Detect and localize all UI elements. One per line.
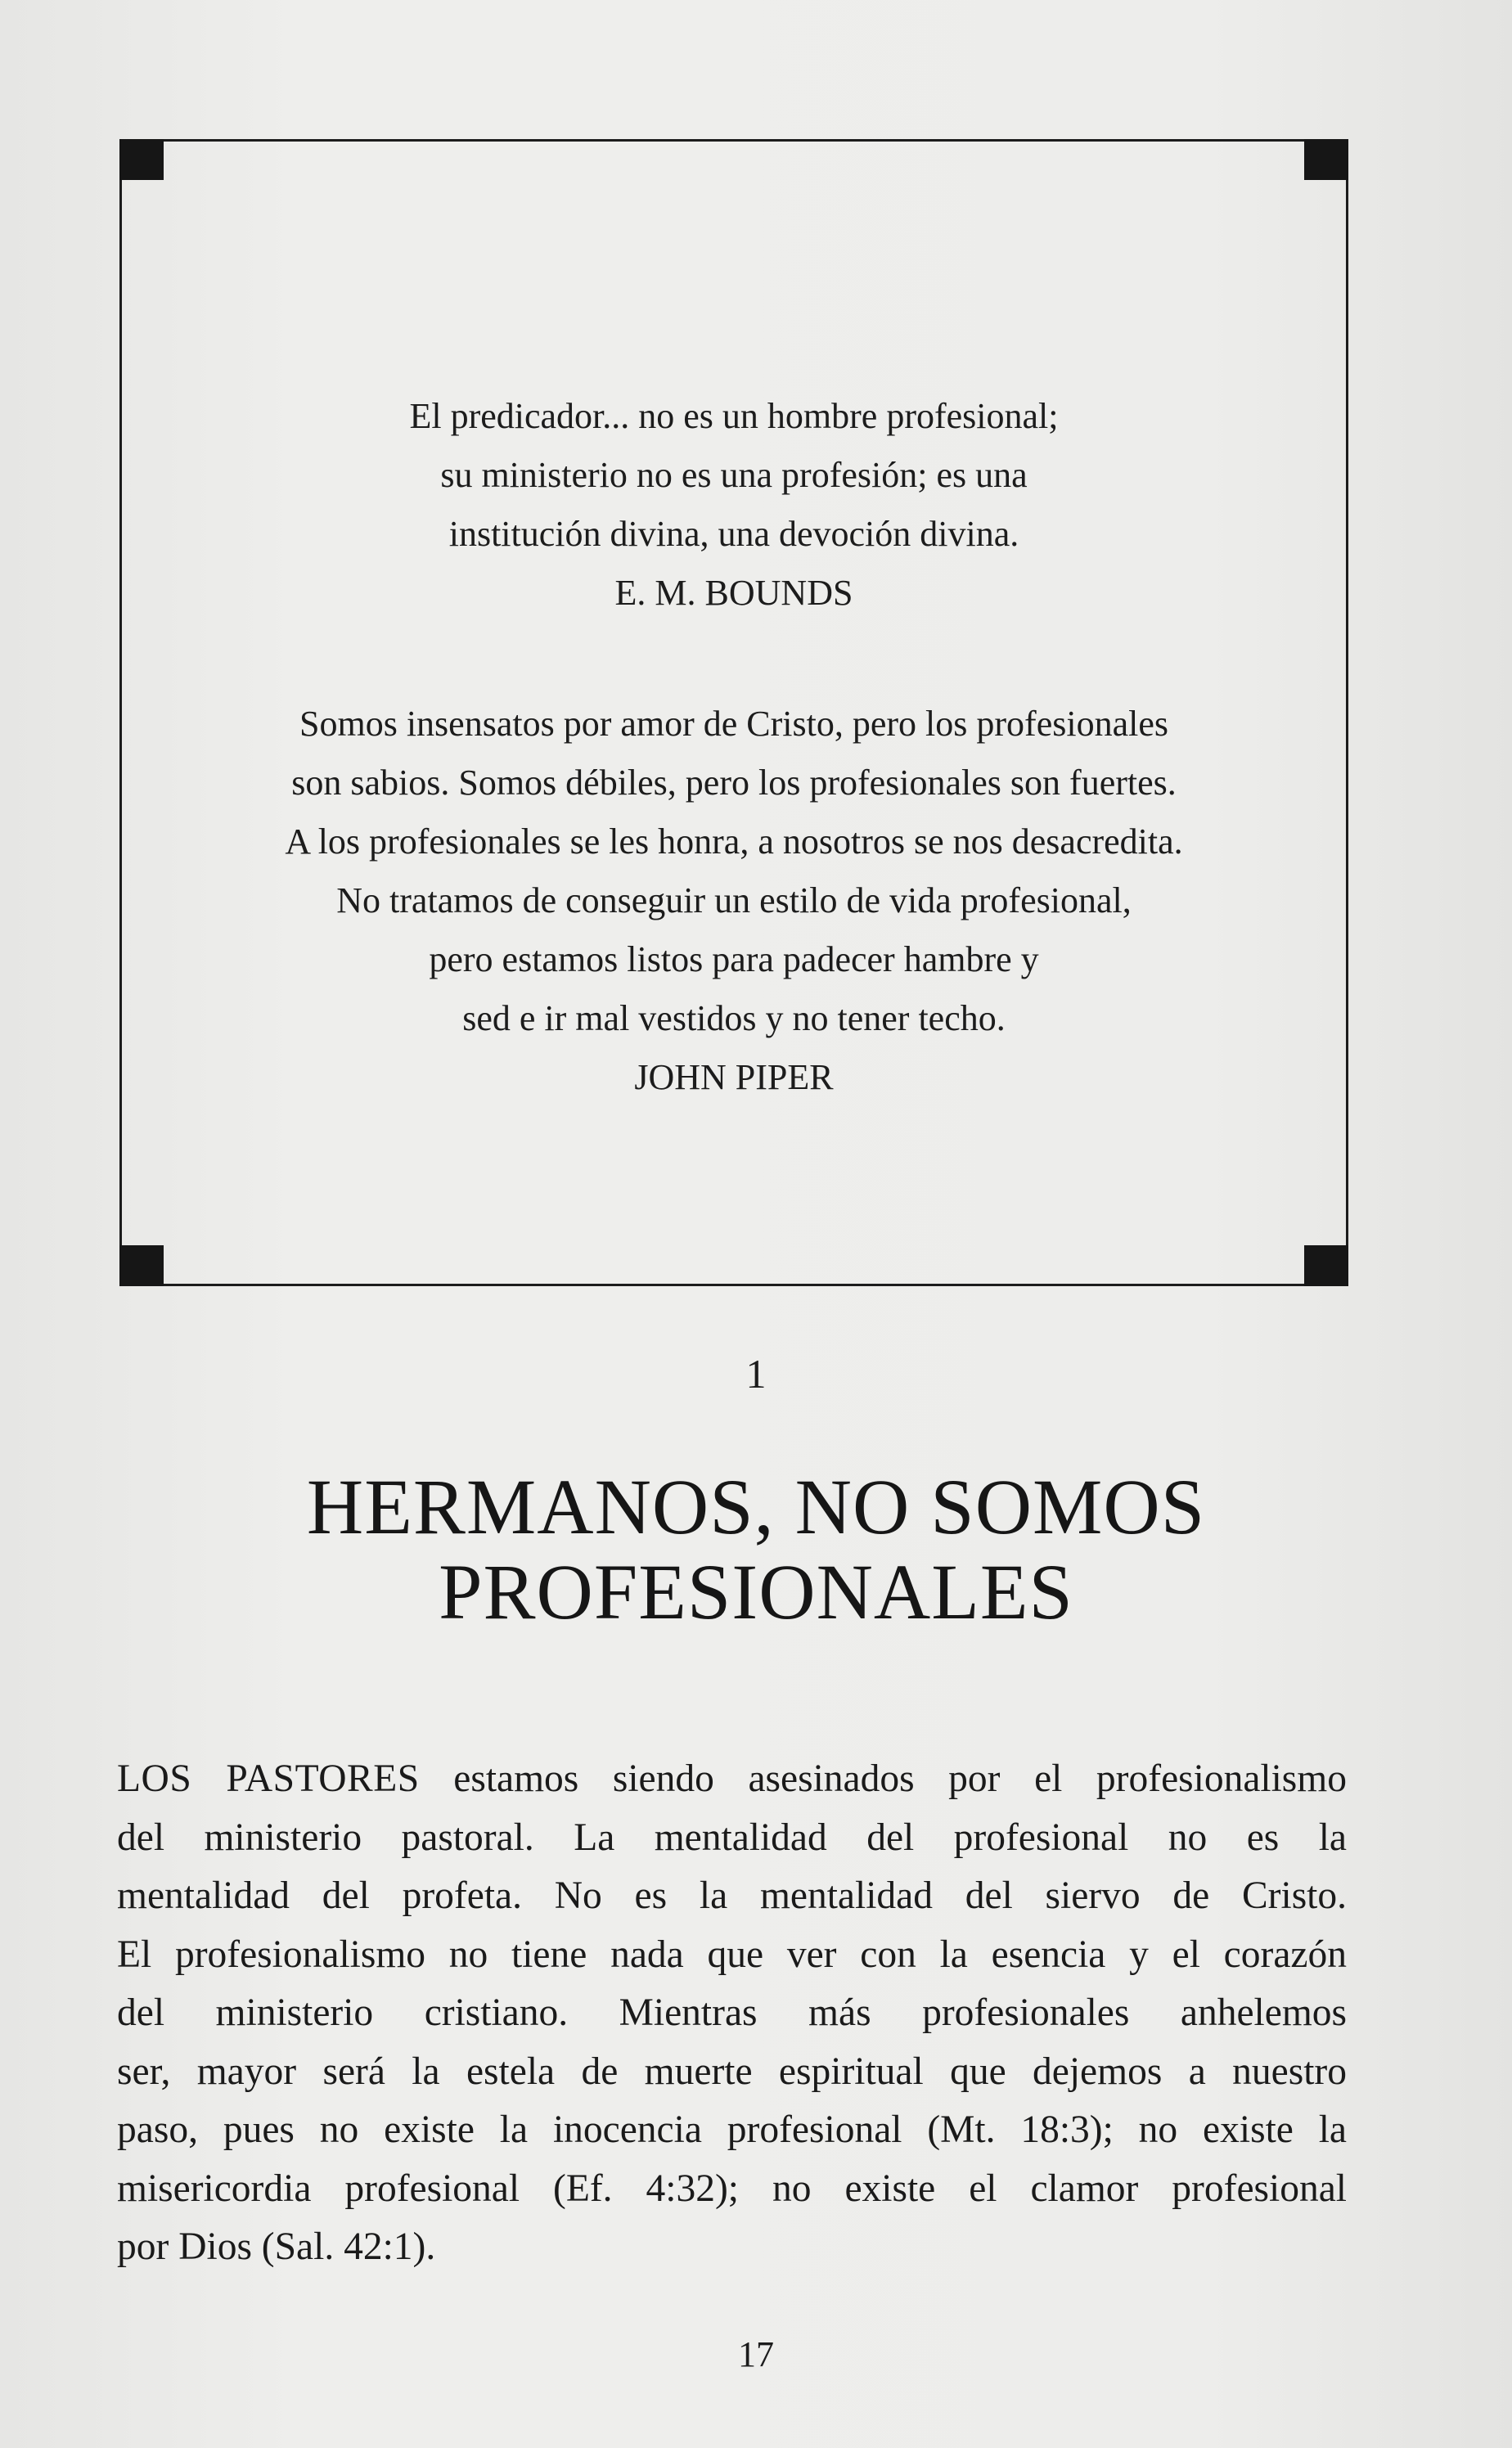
epigraph-line: Somos insensatos por amor de Cristo, pero los profesionales [299,704,1168,744]
epigraph-line: El predicador... no es un hombre profesional; [409,396,1059,436]
epigraph-author: JOHN PIPER [634,1057,834,1097]
body-paragraph [117,1750,1347,2277]
epigraph-line: son sabios. Somos débiles, pero los profesionales son fuertes. [291,763,1177,803]
epigraph-line: A los profesionales se les honra, a nosotros se nos desacredita. [285,821,1183,862]
chapter-number: 1 [745,1351,767,1397]
paragraph-line: paso, pues no existe la inocencia profesional (Mt. 18:3); no existe la [117,2108,1347,2151]
frame-corner-ornament [1304,1245,1348,1286]
epigraph-line: institución divina, una devoción divina. [448,514,1019,554]
epigraph-line: pero estamos listos para padecer hambre y [429,939,1039,979]
epigraph-author: E. M. BOUNDS [614,573,853,613]
paragraph-line [117,1750,1347,1809]
paragraph-line: por Dios (Sal. 42:1). [117,2225,436,2268]
frame-corner-ornament [1304,139,1348,180]
chapter-title-line: PROFESIONALES [439,1548,1073,1636]
chapter-title [0,1465,1512,1635]
paragraph-line: mentalidad del profeta. No es la mentalidad del siervo de Cristo. [117,1874,1347,1917]
paragraph-line: misericordia profesional (Ef. 4:32); no existe el clamor profesional [117,2167,1347,2210]
epigraph-line: su ministerio no es una profesión; es una [440,455,1028,495]
frame-corner-ornament [119,1245,164,1286]
paragraph-line: del ministerio cristiano. Mientras más profesionales anhelemos [117,1991,1347,2034]
page-number: 17 [738,2334,774,2374]
epigraph-line: No tratamos de conseguir un estilo de vida profesional, [336,880,1132,920]
paragraph-line: del ministerio pastoral. La mentalidad del profesional no es la [117,1816,1347,1859]
epigraph-piper [122,695,1346,1107]
chapter-title-line: HERMANOS, NO SOMOS [306,1463,1206,1550]
epigraph-line: sed e ir mal vestidos y no tener techo. [462,998,1006,1038]
paragraph-line: ser, mayor será la estela de muerte espiritual que dejemos a nuestro [117,2050,1347,2093]
paragraph-line: El profesionalismo no tiene nada que ver con la esencia y el corazón [117,1933,1347,1976]
paragraph-line-text: estamos siendo asesinados por el profesionalismo [419,1757,1347,1800]
frame-corner-ornament [119,139,164,180]
lead-in-text: LOS PASTORES [117,1757,420,1800]
epigraph-bounds [122,387,1346,623]
epigraph-frame [119,139,1348,1286]
